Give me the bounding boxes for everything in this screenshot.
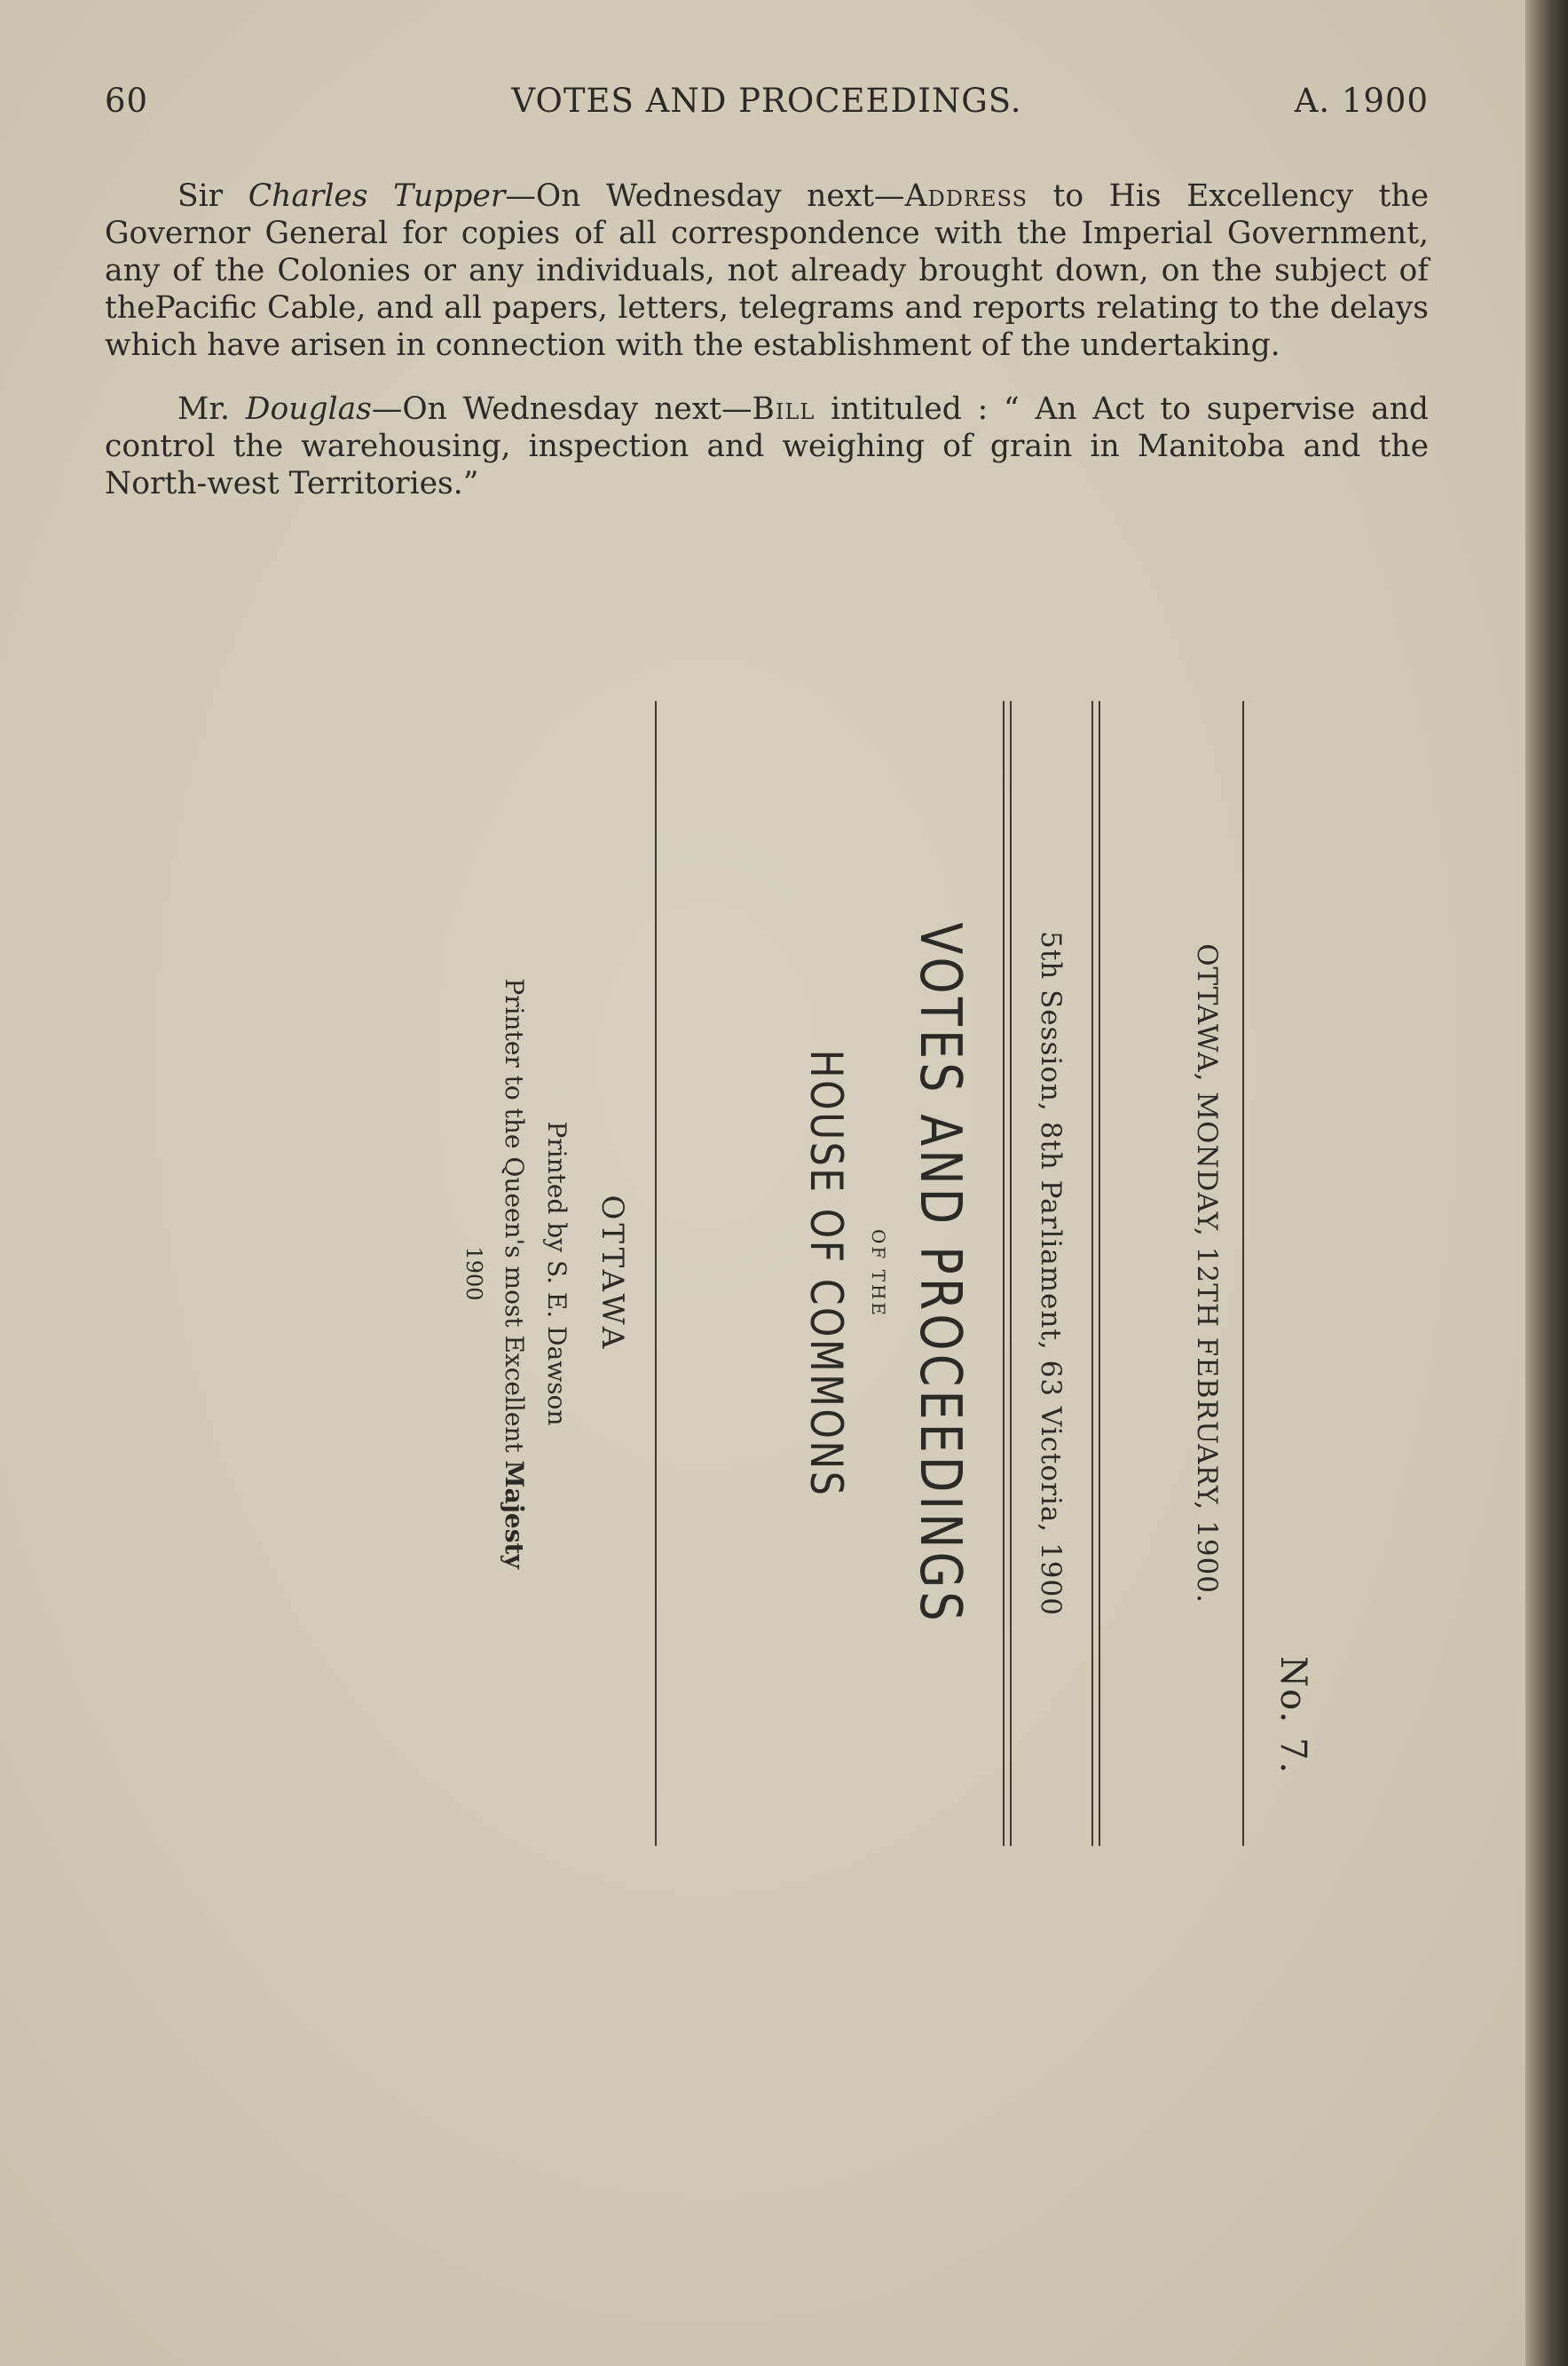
dateline: OTTAWA, MONDAY, 12TH FEBRUARY, 1900. — [1191, 943, 1223, 1604]
page-edge-shadow — [1525, 0, 1568, 2366]
speaker-name: Douglas — [245, 391, 372, 427]
double-rule-2 — [1003, 701, 1012, 1846]
speaker-prefix: Sir — [177, 178, 248, 214]
speaker-name: Charles Tupper — [248, 178, 506, 214]
imprint-royal-printer — [500, 701, 529, 1846]
notice-lead: —On Wednesday next— — [371, 391, 752, 427]
header-year: A. 1900 — [1294, 82, 1429, 120]
notice-kind: Bill — [752, 391, 816, 427]
imprint-printer: Printed by S. E. Dawson — [542, 1121, 571, 1426]
printer-majesty: Majesty — [500, 1460, 529, 1569]
running-title: VOTES AND PROCEEDINGS. — [511, 82, 1022, 120]
rule-bottom — [655, 701, 657, 1846]
speaker-prefix: Mr. — [177, 391, 246, 427]
notice-lead: —On Wednesday next— — [505, 178, 905, 214]
imprint-year: 1900 — [461, 1246, 486, 1301]
rule-top — [1242, 701, 1244, 1846]
page-number: 60 — [105, 82, 149, 120]
rotated-title-page — [382, 648, 1313, 1846]
issue-number: No. 7. — [1273, 1656, 1313, 1775]
notice-tupper — [105, 177, 1429, 364]
title-of-the: OF THE — [868, 1228, 889, 1318]
notice-text: to His Excellency the Governor General for copies of all correspondence with the Imperial Government, any of the Colonies or any individuals, not already brought down, on the subject of thePacific Cable, and all papers, letters, telegrams and reports relating to the delays which have arisen in connection with the establishment of the undertaking. — [105, 178, 1430, 363]
session-line: 5th Session, 8th Parliament, 63 Victoria, 1900 — [1035, 931, 1067, 1616]
title-main: VOTES AND PROCEEDINGS — [907, 922, 973, 1625]
notice-douglas — [105, 390, 1429, 502]
title-house: HOUSE OF COMMONS — [800, 1049, 852, 1498]
printer-prefix: Printer to the Queen's most Excellent — [500, 978, 529, 1461]
notice-text: intituled : “ An Act to supervise and control the warehousing, inspection and weighing of grain in Manitoba and the North-west Territories.” — [105, 391, 1429, 501]
imprint-place: OTTAWA — [595, 1195, 630, 1353]
notice-kind: Address — [904, 178, 1028, 214]
running-header — [105, 82, 1429, 135]
double-rule — [1091, 701, 1100, 1846]
